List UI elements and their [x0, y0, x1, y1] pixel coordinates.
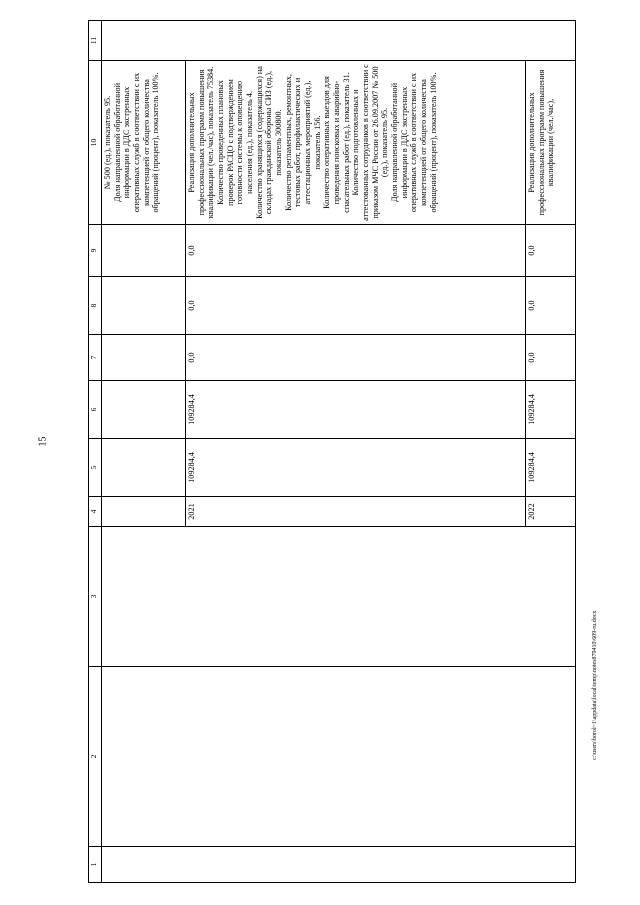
col-header-3: 3: [89, 527, 102, 667]
cell-col3: [102, 527, 576, 667]
cell-col7: [102, 335, 186, 381]
cell-col8: 0,0: [186, 277, 526, 335]
cell-col8: 0,0: [526, 277, 576, 335]
col-header-11: 11: [89, 21, 102, 61]
cell-col6: 109284,4: [186, 381, 526, 439]
cell-col2: [102, 667, 576, 847]
cell-year: 2021: [186, 497, 526, 527]
page-number: 15: [37, 436, 49, 447]
cell-col9: 0,0: [526, 225, 576, 277]
col-header-5: 5: [89, 439, 102, 497]
cell-col5: [102, 439, 186, 497]
cell-col5: 109284,4: [526, 439, 576, 497]
cell-indicators: № 500 (ед.), показатель 95. Доля направленной обработанной информации в ДДС экстренных оперативных служб в соответствии с их компетенцией от общего количества обращений (процент), показатель 100%.: [102, 61, 186, 225]
cell-indicators: Реализация дополнительных профессиональных программ повышения квалификации (чел./час), показатель 75384. Количество проведенных плановых проверок РАСЦО с подтверждением готовности системы к оповещению населения (ед.), показатель 4. Количество хранящихся (содержащихся) на складах гражданской обороны СИЗ (ед.), показатель 300800. Количество регламентных, ремонтных, тестовых работ, профилактических и аттестационных мероприятий (ед.), показатель 156. Количество оперативных выездов для проведения поисковых и аварийно-спасательных работ (ед.), показатель 31. Количество подготовленных и аттестованных сотрудников в соответствии с приказом МЧС России от 26.09.2007 № 500 (ед.), показатель 95. Доля направленной обработанной информации в ДДС экстренных оперативных служб в соответствии с их компетенцией от общего количества обращений (процент), показатель 100%.: [186, 61, 526, 225]
col-header-6: 6: [89, 381, 102, 439]
program-table: [88, 20, 576, 883]
col-header-1: 1: [89, 847, 102, 883]
column-number-row: [89, 21, 102, 883]
cell-year: [102, 497, 186, 527]
rotated-table-sheet: [88, 21, 576, 883]
col-header-2: 2: [89, 667, 102, 847]
col-header-4: 4: [89, 497, 102, 527]
cell-col5: 109284,4: [186, 439, 526, 497]
cell-col1: [102, 847, 576, 883]
cell-col9: [102, 225, 186, 277]
cell-col9: 0,0: [186, 225, 526, 277]
cell-year: 2022: [526, 497, 576, 527]
cell-col11: [102, 21, 576, 61]
col-header-7: 7: [89, 335, 102, 381]
cell-col7: 0,0: [526, 335, 576, 381]
cell-col6: 109284,4: [526, 381, 576, 439]
cell-indicators: Реализация дополнительных профессиональных программ повышения квалификации (чел./час),: [526, 61, 576, 225]
footer-file-path: c:\users\borol~1\appdata\local\temp\notes879410\609-ru.docx: [592, 610, 598, 760]
cell-col8: [102, 277, 186, 335]
col-header-10: 10: [89, 61, 102, 225]
cell-col6: [102, 381, 186, 439]
table-row: [102, 21, 186, 883]
cell-col7: 0,0: [186, 335, 526, 381]
col-header-9: 9: [89, 225, 102, 277]
col-header-8: 8: [89, 277, 102, 335]
